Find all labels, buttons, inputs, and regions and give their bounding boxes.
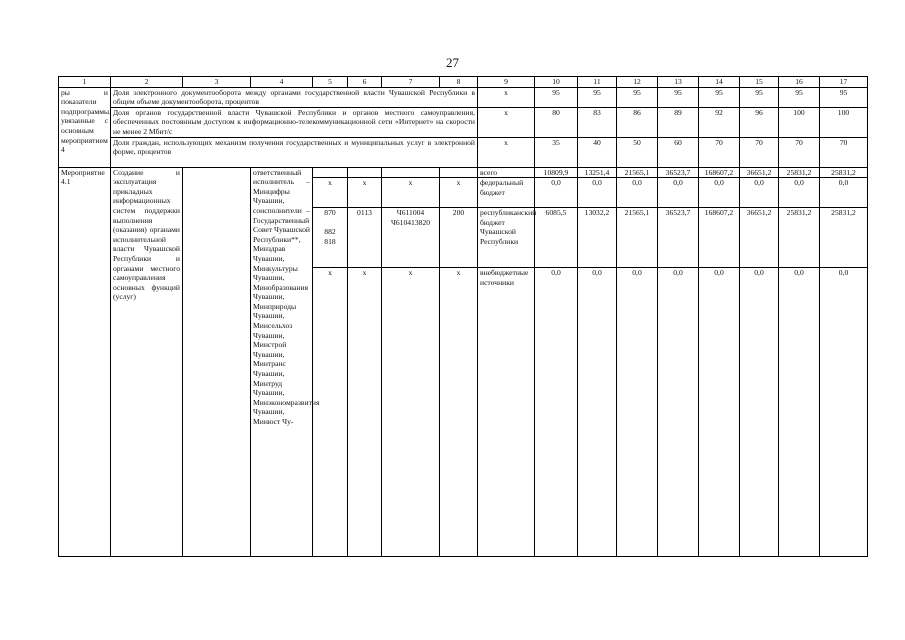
col-header: 14 — [699, 77, 740, 88]
finance-value: 0,0 — [699, 268, 740, 557]
event-id: Мероприятие 4.1 — [59, 167, 111, 557]
finance-value: 0,0 — [820, 268, 868, 557]
col-header: 8 — [440, 77, 478, 88]
indicator-value: 100 — [779, 107, 820, 137]
indicator-value: 95 — [740, 87, 779, 107]
finance-value: 0,0 — [699, 178, 740, 208]
finance-value: 21565,1 — [617, 208, 658, 268]
finance-value: 0,0 — [578, 268, 617, 557]
finance-c5: х — [313, 268, 348, 557]
finance-c6 — [348, 167, 382, 178]
finance-value: 36651,2 — [740, 167, 779, 178]
column-number-row — [59, 77, 868, 88]
finance-value: 168607,2 — [699, 167, 740, 178]
indicator-value: 95 — [658, 87, 699, 107]
finance-value: 0,0 — [617, 268, 658, 557]
col-header: 5 — [313, 77, 348, 88]
finance-value: 0,0 — [740, 178, 779, 208]
col-header: 13 — [658, 77, 699, 88]
finance-c5: х — [313, 178, 348, 208]
event-empty-col — [183, 167, 251, 557]
col-header: 11 — [578, 77, 617, 88]
indicator-value: 50 — [617, 137, 658, 167]
col-header: 6 — [348, 77, 382, 88]
col-header: 7 — [382, 77, 440, 88]
finance-c5: 870 882 818 — [313, 208, 348, 268]
finance-c8 — [440, 167, 478, 178]
indicator-col9: х — [478, 87, 535, 107]
col-header: 4 — [251, 77, 313, 88]
finance-c8: 200 — [440, 208, 478, 268]
indicator-value: 60 — [658, 137, 699, 167]
indicator-value: 86 — [617, 107, 658, 137]
col-header: 9 — [478, 77, 535, 88]
indicator-text: Доля электронного документооборота между органами государственной власти Чувашской Республики в общем объеме документооборота, процентов — [111, 87, 478, 107]
indicator-row — [59, 107, 868, 137]
finance-value: 21565,1 — [617, 167, 658, 178]
event-name: Создание и эксплуатация прикладных информационных систем поддержки выполнения (оказания) органами исполнительной власти Чувашской Республики и органами местного самоуправления основных функций (услуг) — [111, 167, 183, 557]
finance-value: 25831,2 — [820, 208, 868, 268]
finance-c7: х — [382, 178, 440, 208]
finance-value: 10809,9 — [535, 167, 578, 178]
indicator-value: 95 — [699, 87, 740, 107]
page-number: 27 — [446, 55, 459, 70]
finance-value: 0,0 — [658, 268, 699, 557]
col-header: 2 — [111, 77, 183, 88]
indicator-value: 35 — [535, 137, 578, 167]
indicator-value: 70 — [740, 137, 779, 167]
finance-value: 168607,2 — [699, 208, 740, 268]
indicator-col9: х — [478, 107, 535, 137]
indicator-value: 100 — [820, 107, 868, 137]
indicator-value: 95 — [779, 87, 820, 107]
indicator-value: 95 — [820, 87, 868, 107]
indicator-text: Доля органов государственной власти Чувашской Республики и органов местного самоуправления, обеспеченных постоянным доступом к информационно-телекоммуникационной сети «Интернет» на скорости не менее 2 Мбит/с — [111, 107, 478, 137]
col-header: 12 — [617, 77, 658, 88]
finance-c7: Ч611004 Ч610413820 — [382, 208, 440, 268]
event-executor: ответственный исполнитель – Минцифры Чувашии, соисполнители – Государственный Совет Чувашской Республики**, Минздрав Чувашии, Минкультуры Чувашии, Минобразования Чувашии, Минприроды Чувашии, Минсельхоз Чувашии, Минстрой Чувашии, Минтранс Чувашии, Минтруд Чувашии, Минэкономразвития Чувашии, Минюст Чу- — [251, 167, 313, 557]
indicator-row — [59, 87, 868, 107]
finance-row — [59, 167, 868, 178]
finance-value: 0,0 — [535, 178, 578, 208]
indicator-value: 95 — [617, 87, 658, 107]
finance-value: 13251,4 — [578, 167, 617, 178]
finance-c7: х — [382, 268, 440, 557]
col-header: 1 — [59, 77, 111, 88]
finance-c5 — [313, 167, 348, 178]
col-header: 3 — [183, 77, 251, 88]
indicators-label: ры и показатели подпрограммы, увязанные с основным мероприятием 4 — [59, 87, 111, 167]
finance-value: 13032,2 — [578, 208, 617, 268]
col-header: 15 — [740, 77, 779, 88]
finance-value: 0,0 — [779, 268, 820, 557]
indicator-value: 80 — [535, 107, 578, 137]
finance-value: 36651,2 — [740, 208, 779, 268]
finance-c6: х — [348, 178, 382, 208]
finance-source: республиканский бюджет Чувашской Республики — [478, 208, 535, 268]
indicator-col9: х — [478, 137, 535, 167]
indicator-value: 96 — [740, 107, 779, 137]
indicator-value: 70 — [820, 137, 868, 167]
indicator-value: 70 — [779, 137, 820, 167]
indicator-value: 40 — [578, 137, 617, 167]
finance-source: федеральный бюджет — [478, 178, 535, 208]
indicator-value: 92 — [699, 107, 740, 137]
finance-c6: х — [348, 268, 382, 557]
finance-value: 6085,5 — [535, 208, 578, 268]
finance-value: 25831,2 — [820, 167, 868, 178]
col-header: 17 — [820, 77, 868, 88]
finance-value: 0,0 — [740, 268, 779, 557]
indicator-text: Доля граждан, использующих механизм получения государственных и муниципальных услуг в электронной форме, процентов — [111, 137, 478, 167]
indicator-value: 95 — [578, 87, 617, 107]
indicator-value: 89 — [658, 107, 699, 137]
finance-value: 0,0 — [535, 268, 578, 557]
col-header: 16 — [779, 77, 820, 88]
finance-source: внебюджетные источники — [478, 268, 535, 557]
indicator-value: 95 — [535, 87, 578, 107]
finance-value: 0,0 — [617, 178, 658, 208]
finance-value: 0,0 — [578, 178, 617, 208]
col-header: 10 — [535, 77, 578, 88]
finance-c7 — [382, 167, 440, 178]
finance-value: 0,0 — [658, 178, 699, 208]
finance-source: всего — [478, 167, 535, 178]
finance-value: 36523,7 — [658, 167, 699, 178]
program-table — [58, 76, 868, 557]
finance-c8: х — [440, 268, 478, 557]
finance-value: 0,0 — [820, 178, 868, 208]
finance-value: 25831,2 — [779, 167, 820, 178]
finance-value: 36523,7 — [658, 208, 699, 268]
indicator-value: 83 — [578, 107, 617, 137]
indicator-value: 70 — [699, 137, 740, 167]
finance-value: 25831,2 — [779, 208, 820, 268]
finance-value: 0,0 — [779, 178, 820, 208]
finance-c6: 0113 — [348, 208, 382, 268]
indicator-row — [59, 137, 868, 167]
finance-c8: х — [440, 178, 478, 208]
